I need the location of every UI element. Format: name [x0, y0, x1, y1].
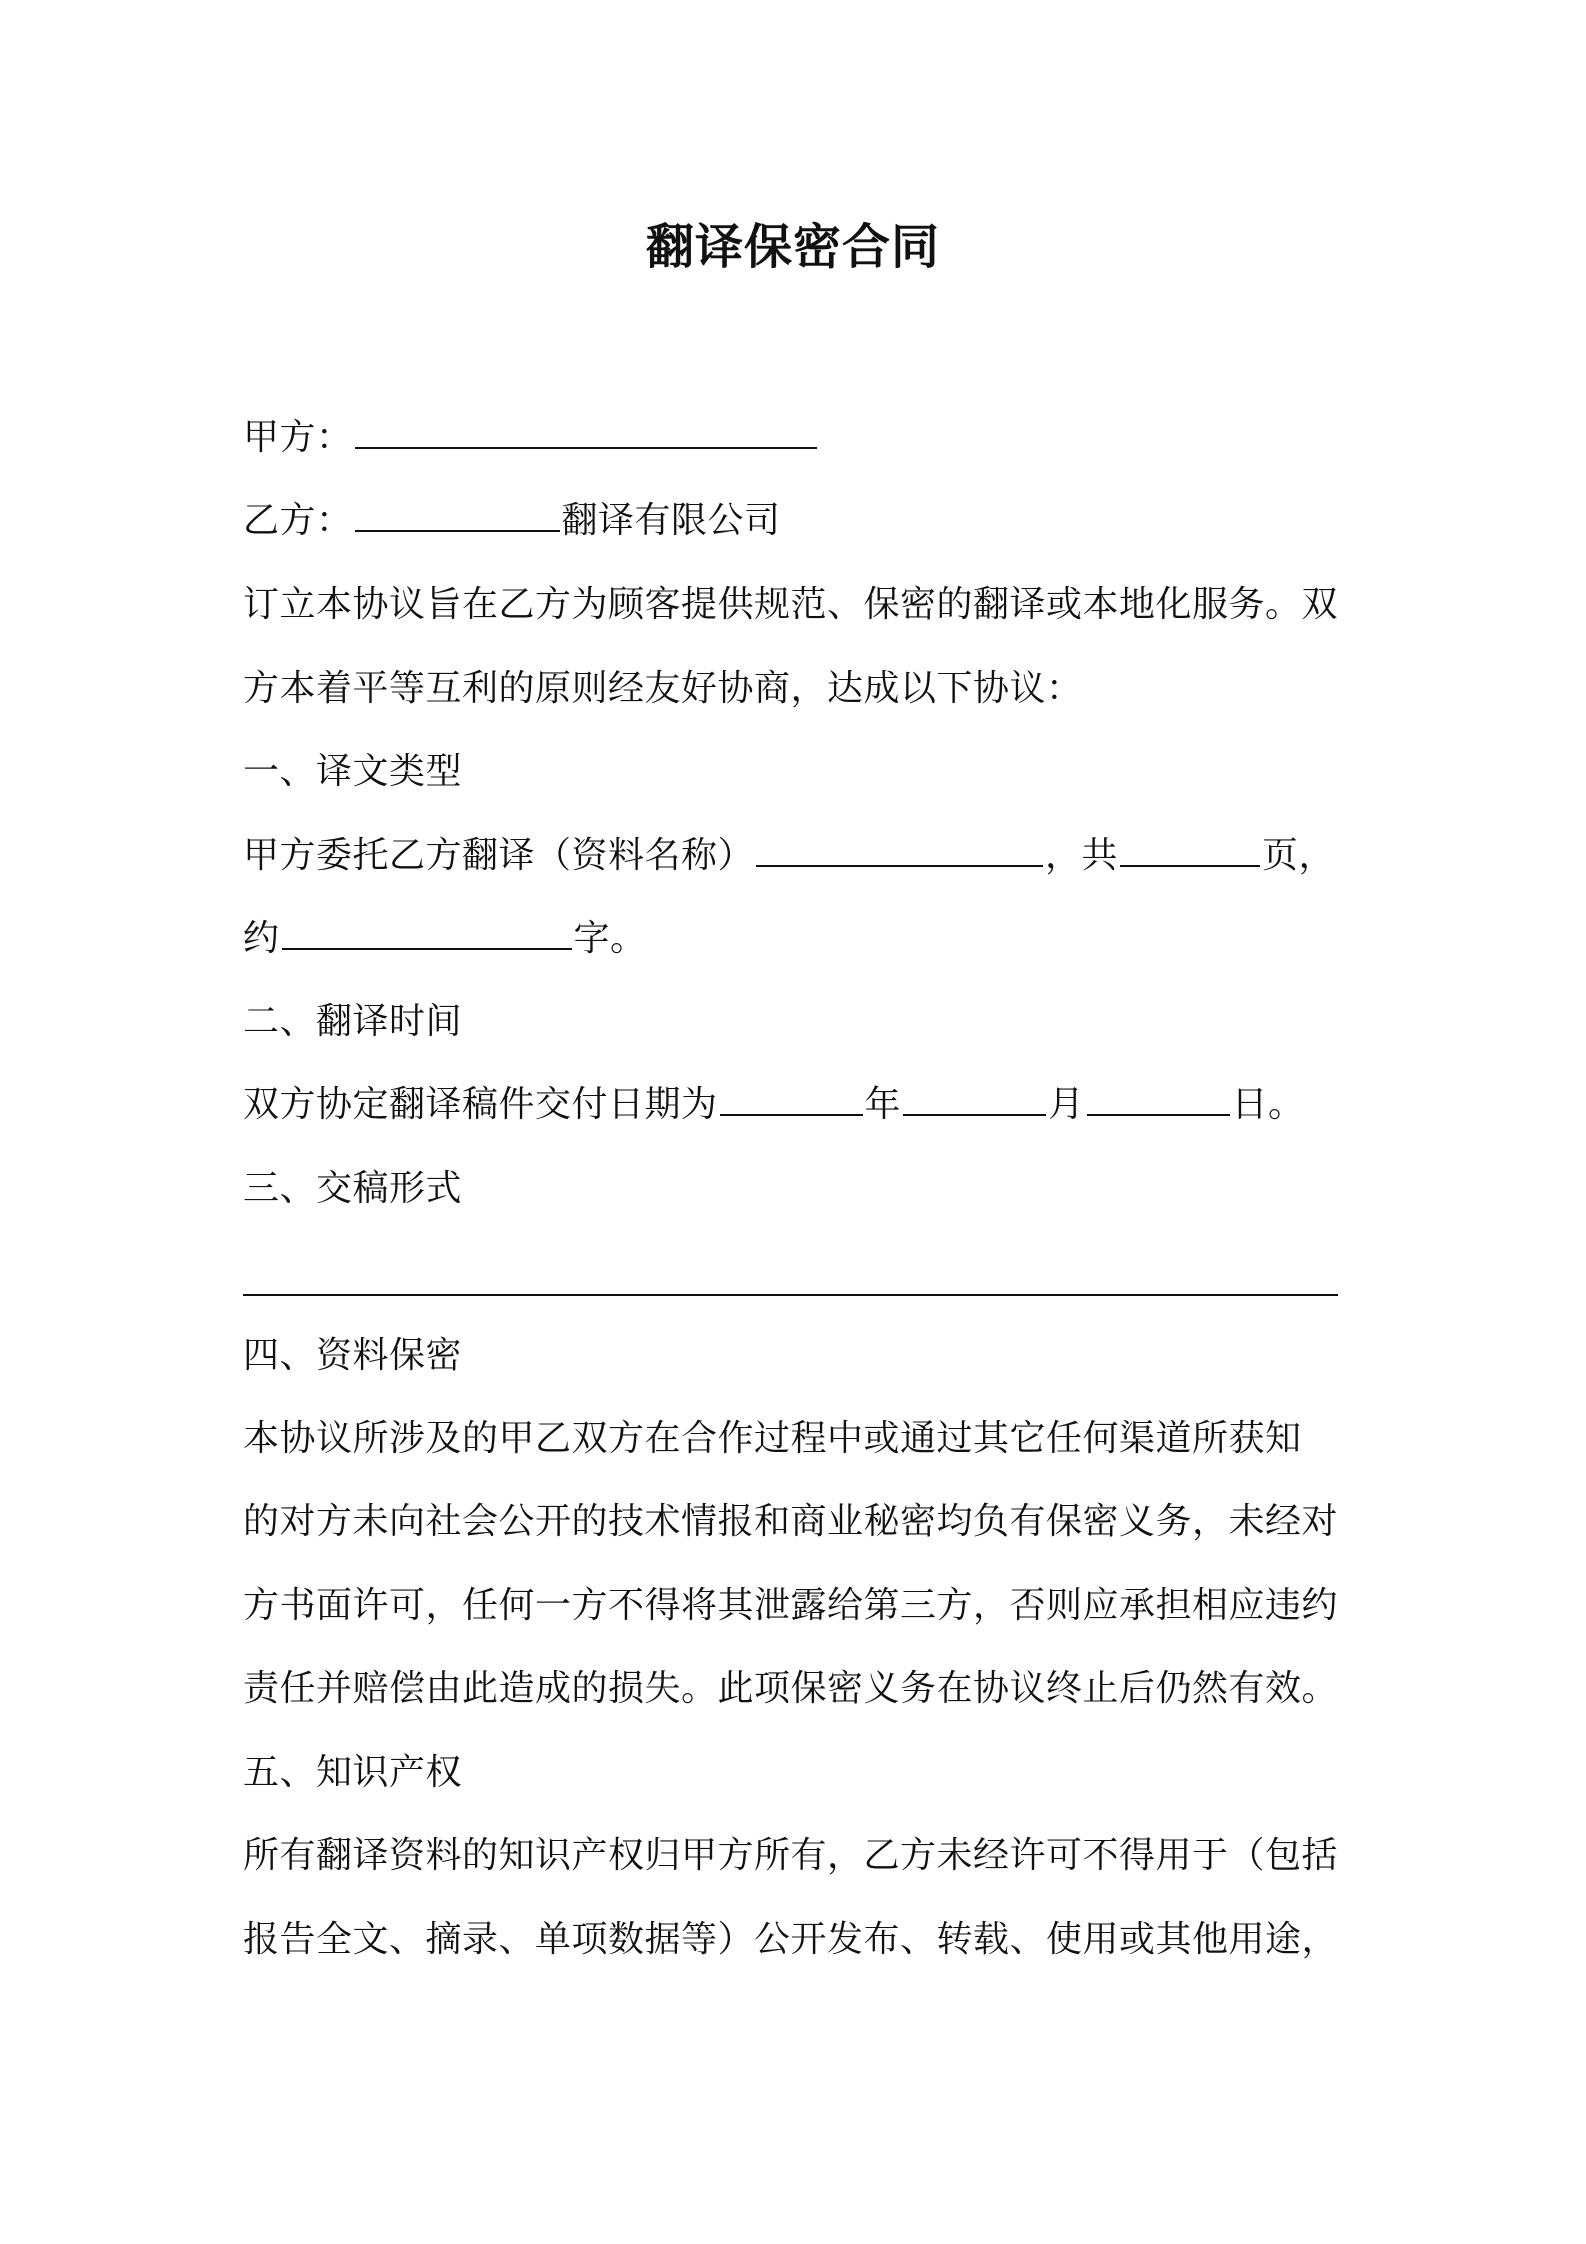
section-4-line-1: 本协议所涉及的甲乙双方在合作过程中或通过其它任何渠道所获知 [243, 1418, 1302, 1459]
intro-line-1: 订立本协议旨在乙方为顾客提供规范、保密的翻译或本地化服务。双 [243, 584, 1339, 625]
year-blank[interactable] [720, 1084, 863, 1116]
section-5-line-2: 报告全文、摘录、单项数据等）公开发布、转载、使用或其他用途， [243, 1919, 1339, 1960]
section-2-heading: 二、翻译时间 [243, 1001, 463, 1042]
section-4-line-2: 的对方未向社会公开的技术情报和商业秘密均负有保密义务，未经对 [243, 1501, 1339, 1542]
page-count-blank[interactable] [1120, 835, 1260, 867]
document-title: 翻译保密合同 [645, 219, 940, 275]
section-1-line-2 [243, 911, 1363, 967]
s2-day: 日。 [1231, 1084, 1305, 1125]
s1-text-a: 甲方委托乙方翻译（资料名称） [243, 835, 755, 876]
party-a-label: 甲方： [243, 417, 353, 458]
section-4-line-4: 责任并赔偿由此造成的损失。此项保密义务在协议终止后仍然有效。 [243, 1668, 1339, 1709]
section-4-line-3: 方书面许可，任何一方不得将其泄露给第三方，否则应承担相应违约 [243, 1585, 1339, 1626]
section-1-heading: 一、译文类型 [243, 751, 463, 792]
party-b-suffix: 翻译有限公司 [561, 500, 781, 541]
section-3-heading: 三、交稿形式 [243, 1168, 463, 1209]
intro-line-2: 方本着平等互利的原则经友好协商，达成以下协议： [243, 668, 1083, 709]
s1-text-b: ，共 [1045, 835, 1119, 876]
day-blank[interactable] [1087, 1084, 1230, 1116]
delivery-form-blank[interactable] [243, 1294, 1338, 1296]
section-5-heading: 五、知识产权 [243, 1752, 463, 1793]
party-a-blank[interactable] [355, 417, 817, 449]
s2-month: 月 [1048, 1084, 1085, 1125]
section-5-line-1: 所有翻译资料的知识产权归甲方所有，乙方未经许可不得用于（包括 [243, 1835, 1339, 1876]
word-count-blank[interactable] [282, 918, 572, 950]
section-4-heading: 四、资料保密 [243, 1335, 463, 1376]
party-b-blank[interactable] [355, 500, 560, 532]
s1-text-c: 页， [1262, 835, 1336, 876]
s1-text-d: 约 [243, 918, 280, 959]
party-b-line [243, 493, 1363, 549]
s2-year: 年 [864, 1084, 902, 1125]
section-2-line [243, 1077, 1363, 1133]
party-b-label: 乙方： [243, 500, 353, 541]
material-name-blank[interactable] [756, 835, 1043, 867]
month-blank[interactable] [903, 1084, 1046, 1116]
section-1-line-1 [243, 828, 1363, 884]
s1-text-e: 字。 [573, 918, 647, 959]
s2-text-a: 双方协定翻译稿件交付日期为 [243, 1084, 718, 1125]
party-a-line [243, 410, 1363, 466]
